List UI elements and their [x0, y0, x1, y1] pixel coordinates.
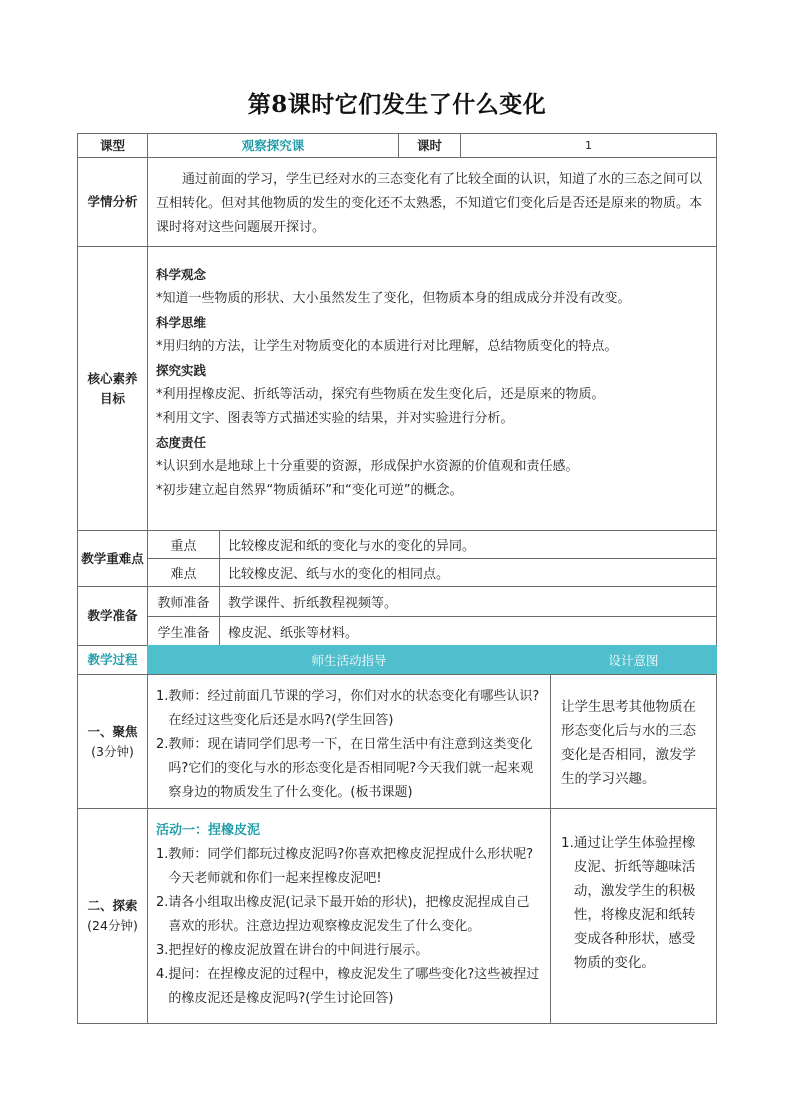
lesson-hours-label: 课时 [398, 133, 461, 158]
literacy-item: *知道一些物质的形状、大小虽然发生了变化，但物质本身的组成成分并没有改变。 [156, 291, 631, 306]
lesson-hours-value [460, 133, 717, 158]
lesson-hours-number: 1 [585, 139, 592, 152]
step-text: 请各小组取出橡皮泥(记录下最开始的形状)，把橡皮泥捏成自己喜欢的形状。注意边捏边观察橡皮泥发生了什么变化。 [168, 895, 530, 934]
intent-column-header: 设计意图 [550, 645, 717, 675]
literacy-label-line2: 目标 [99, 390, 125, 406]
list-item [156, 939, 542, 963]
step-number: 3. [156, 943, 169, 958]
analysis-text: 通过前面的学习，学生已经对水的三态变化有了比较全面的认识，知道了水的三态之间可以互相转化。但对其他物质的发生的变化还不太熟悉，不知道它们变化后是否还是原来的物质。本课时将对这些问题展开探讨。 [147, 157, 717, 247]
stage-explore-duration: (24分钟) [87, 918, 138, 933]
list-item [156, 963, 542, 1011]
stage-explore-label [77, 808, 148, 1024]
list-item [156, 891, 542, 939]
step-text: 把捏好的橡皮泥放置在讲台的中间进行展示。 [168, 943, 429, 958]
activity-one-title: 活动一：捏橡皮泥 [156, 823, 261, 838]
step-text: 教师：经过前面几节课的学习，你们对水的状态变化有哪些认识?在经过这些变化后还是水吗?(学生回答) [168, 689, 540, 728]
student-prep-text: 橡皮泥、纸张等材料。 [219, 616, 717, 646]
difficulty-text: 比较橡皮泥、纸与水的变化的相同点。 [219, 558, 717, 587]
intent-text: 通过让学生体验捏橡皮泥、折纸等趣味活动，激发学生的积极性，将橡皮泥和纸转变成各种形状，感受物质的变化。 [573, 835, 696, 971]
literacy-label [77, 246, 148, 531]
prep-label: 教学准备 [77, 586, 148, 646]
stage-focus-steps [156, 685, 542, 805]
literacy-label-line1: 核心素养 [87, 370, 138, 386]
literacy-heading-practice: 探究实践 [156, 363, 207, 378]
literacy-heading-thinking: 科学思维 [156, 315, 207, 330]
difficulty-label: 难点 [147, 558, 220, 587]
step-text: 教师：现在请同学们思考一下，在日常生活中有注意到这类变化吗?它们的变化与水的形态变化是否相同呢?今天我们就一起来观察身边的物质发生了什么变化。(板书课题) [168, 737, 534, 800]
literacy-item: *利用文字、图表等方式描述实验的结果，并对实验进行分析。 [156, 411, 514, 426]
step-text: 提问：在捏橡皮泥的过程中，橡皮泥发生了哪些变化?这些被捏过的橡皮泥还是橡皮泥吗?(学生讨论回答) [168, 967, 540, 1006]
analysis-label: 学情分析 [77, 157, 148, 247]
process-label: 教学过程 [77, 645, 148, 675]
page-title: 第8课时它们发生了什么变化 [247, 91, 547, 118]
stage-focus-duration: (3分钟) [91, 743, 134, 759]
focus-text: 比较橡皮泥和纸的变化与水的变化的异同。 [219, 530, 717, 559]
stage-explore-intent [550, 808, 717, 1024]
literacy-content [147, 246, 717, 531]
literacy-heading-concept: 科学观念 [156, 267, 207, 282]
stage-focus-label [77, 674, 148, 809]
step-number: 2. [156, 737, 169, 752]
student-prep-label: 学生准备 [147, 616, 220, 646]
teacher-prep-text: 教学课件、折纸教程视频等。 [219, 586, 717, 617]
literacy-heading-attitude: 态度责任 [156, 435, 207, 450]
list-item [561, 831, 706, 975]
stage-explore-steps [156, 843, 542, 1011]
activity-column-header: 师生活动指导 [147, 645, 551, 675]
step-number: 1. [156, 689, 169, 704]
teacher-prep-label: 教师准备 [147, 586, 220, 617]
lesson-type-value: 观察探究课 [147, 133, 399, 158]
stage-explore-activity [147, 808, 551, 1024]
literacy-item: *认识到水是地球上十分重要的资源，形成保护水资源的价值观和责任感。 [156, 459, 579, 474]
keypoints-label: 教学重难点 [77, 530, 148, 587]
stage-focus-intent: 让学生思考其他物质在形态变化后与水的三态变化是否相同，激发学生的学习兴趣。 [550, 674, 717, 809]
stage-focus-activity [147, 674, 551, 809]
stage-focus-title: 一、聚焦 [87, 723, 138, 739]
list-item [156, 843, 542, 891]
step-number: 4. [156, 967, 169, 982]
stage-explore-intent-list [561, 831, 706, 975]
literacy-item: *用归纳的方法，让学生对物质变化的本质进行对比理解，总结物质变化的特点。 [156, 339, 618, 354]
list-item [156, 733, 542, 805]
step-number: 1. [156, 847, 169, 862]
list-item [156, 685, 542, 733]
lesson-type-label: 课型 [77, 133, 148, 158]
literacy-item: *初步建立起自然界“物质循环”和“变化可逆”的概念。 [156, 483, 463, 498]
literacy-item: *利用捏橡皮泥、折纸等活动，探究有些物质在发生变化后，还是原来的物质。 [156, 387, 605, 402]
step-text: 教师：同学们都玩过橡皮泥吗?你喜欢把橡皮泥捏成什么形状呢?今天老师就和你们一起来捏橡皮泥吧! [168, 847, 534, 886]
focus-label: 重点 [147, 530, 220, 559]
stage-explore-title: 二、探索 [87, 898, 138, 913]
intent-number: 1. [561, 835, 574, 851]
step-number: 2. [156, 895, 169, 910]
